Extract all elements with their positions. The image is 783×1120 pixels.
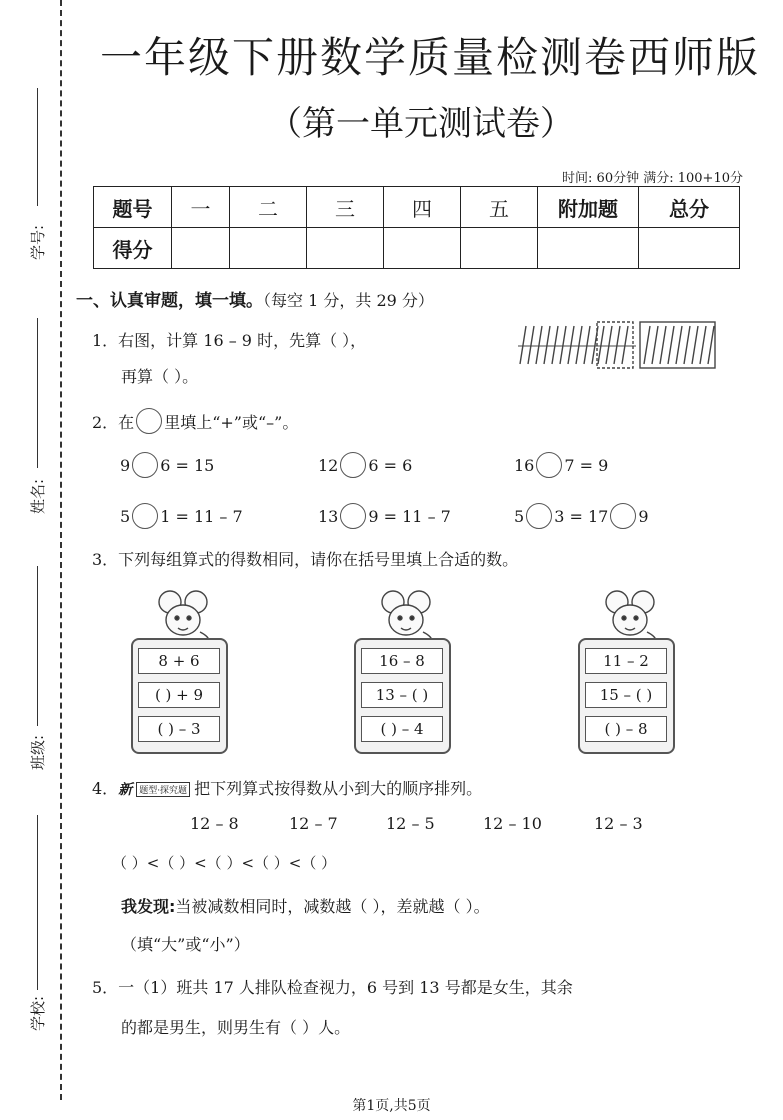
name-label: 姓名: [29, 478, 48, 515]
new-badge: 新 [118, 782, 133, 798]
expression: 12 – 8 [190, 814, 239, 833]
name-line [37, 318, 38, 468]
table-header-cell: 附加题 [538, 187, 639, 228]
question-5-line-1: 5．一（1）班共 17 人排队检查视力，6 号到 13 号都是女生，其余 [92, 978, 573, 997]
equation-right: 1 = 11 – 7 [160, 506, 243, 526]
equation [318, 503, 451, 529]
operator-blank[interactable] [536, 452, 562, 478]
card-given-expression: 16 – 8 [361, 648, 443, 674]
table-header-cell: 二 [230, 187, 307, 228]
operator-blank[interactable] [132, 503, 158, 529]
equation-card [131, 638, 228, 754]
question-4-text: 把下列算式按得数从小到大的顺序排列。 [194, 779, 483, 798]
card-blank-expression[interactable]: ( ) + 9 [138, 682, 220, 708]
operator-blank[interactable] [132, 452, 158, 478]
equation-card [354, 638, 451, 754]
score-cell[interactable] [384, 228, 461, 269]
section-points: （每空 1 分，共 29 分） [263, 291, 434, 310]
card-blank-expression[interactable]: ( ) – 8 [585, 716, 667, 742]
equation [514, 503, 649, 529]
table-row-label: 得分 [94, 228, 172, 269]
school-line [37, 815, 38, 990]
equation-left: 5 [514, 506, 525, 526]
fill-hint: （填“大”或“小”） [121, 935, 250, 954]
question-1-line-2: 再算（ ）。 [121, 367, 199, 386]
equation-right: 7 = 9 [564, 455, 609, 475]
equation-right: 9 = 11 – 7 [368, 506, 451, 526]
table-header-cell: 三 [307, 187, 384, 228]
question-2-instruction [92, 408, 298, 434]
section-title: 一、认真审题，填一填。 [76, 291, 263, 311]
operator-circle-icon [136, 408, 162, 434]
card-blank-expression[interactable]: ( ) – 3 [138, 716, 220, 742]
equation-right: 9 [638, 506, 649, 526]
score-cell[interactable] [230, 228, 307, 269]
discovery-text: 当被减数相同时，减数越（ ），差就越（ ）。 [175, 897, 490, 916]
equation-card [578, 638, 675, 754]
table-header-cell: 四 [384, 187, 461, 228]
table-header-cell: 总分 [639, 187, 740, 228]
operator-blank[interactable] [340, 452, 366, 478]
question-4-number: 4． [92, 779, 119, 798]
equation-right: 6 = 15 [160, 455, 215, 475]
expression: 12 – 5 [386, 814, 435, 833]
score-cell[interactable] [461, 228, 538, 269]
student-id-line [37, 88, 38, 206]
equation-right: 6 = 6 [368, 455, 413, 475]
equation-mid: 3 = 17 [554, 506, 609, 526]
binding-dashed-line [60, 0, 62, 1100]
equation [318, 452, 412, 478]
score-cell[interactable] [639, 228, 740, 269]
expression: 12 – 10 [483, 814, 542, 833]
expression: 12 – 3 [594, 814, 643, 833]
score-table [93, 186, 740, 269]
expression: 12 – 7 [289, 814, 338, 833]
mouse-icon [150, 588, 215, 644]
equation-left: 13 [318, 506, 339, 526]
score-cell[interactable] [172, 228, 230, 269]
class-label: 班级: [29, 734, 48, 771]
counting-sticks-image [518, 316, 723, 376]
score-cell[interactable] [538, 228, 639, 269]
mouse-icon [373, 588, 438, 644]
operator-blank[interactable] [340, 503, 366, 529]
card-given-expression: 8 + 6 [138, 648, 220, 674]
section-heading [76, 286, 434, 311]
discovery-label: 我发现: [121, 897, 176, 916]
question-1-line-1: 1．右图，计算 16 – 9 时，先算（ ）， [92, 331, 367, 350]
card-blank-expression[interactable]: 13 – ( ) [361, 682, 443, 708]
mouse-icon [597, 588, 662, 644]
equation-left: 12 [318, 455, 339, 475]
question-2-text-before: 2．在 [92, 412, 135, 432]
table-header-cell: 一 [172, 187, 230, 228]
operator-blank[interactable] [526, 503, 552, 529]
question-3-text: 3．下列每组算式的得数相同，请你在括号里填上合适的数。 [92, 550, 519, 569]
student-id-label: 学号: [29, 224, 48, 261]
time-info: 时间: 60分钟 满分: 100+10分 [562, 171, 743, 186]
table-header-cell: 题号 [94, 187, 172, 228]
equation [120, 503, 243, 529]
school-label: 学校: [29, 995, 48, 1032]
question-5-line-2: 的都是男生，则男生有（ ）人。 [121, 1018, 351, 1037]
score-cell[interactable] [307, 228, 384, 269]
table-header-cell: 五 [461, 187, 538, 228]
page-number: 第1页,共5页 [352, 1098, 431, 1114]
card-given-expression: 11 – 2 [585, 648, 667, 674]
card-blank-expression[interactable]: ( ) – 4 [361, 716, 443, 742]
equation-left: 9 [120, 455, 131, 475]
operator-blank[interactable] [610, 503, 636, 529]
page-subtitle: （第一单元测试卷） [268, 104, 574, 144]
equation-left: 16 [514, 455, 535, 475]
card-blank-expression[interactable]: 15 – ( ) [585, 682, 667, 708]
question-4-heading [92, 776, 482, 799]
score-table-score-row [94, 228, 740, 269]
score-table-header-row [94, 187, 740, 228]
class-line [37, 566, 38, 726]
question-type-tag: 题型·探究题 [136, 782, 190, 797]
equation-left: 5 [120, 506, 131, 526]
page-title: 一年级下册数学质量检测卷西师版 [100, 33, 761, 82]
equation [120, 452, 214, 478]
discovery-line [121, 894, 490, 917]
question-2-text-after: 里填上“+”或“–”。 [164, 412, 299, 432]
equation [514, 452, 608, 478]
order-answer-line[interactable]: （ ）<（ ）<（ ）<（ ）<（ ） [112, 854, 337, 872]
